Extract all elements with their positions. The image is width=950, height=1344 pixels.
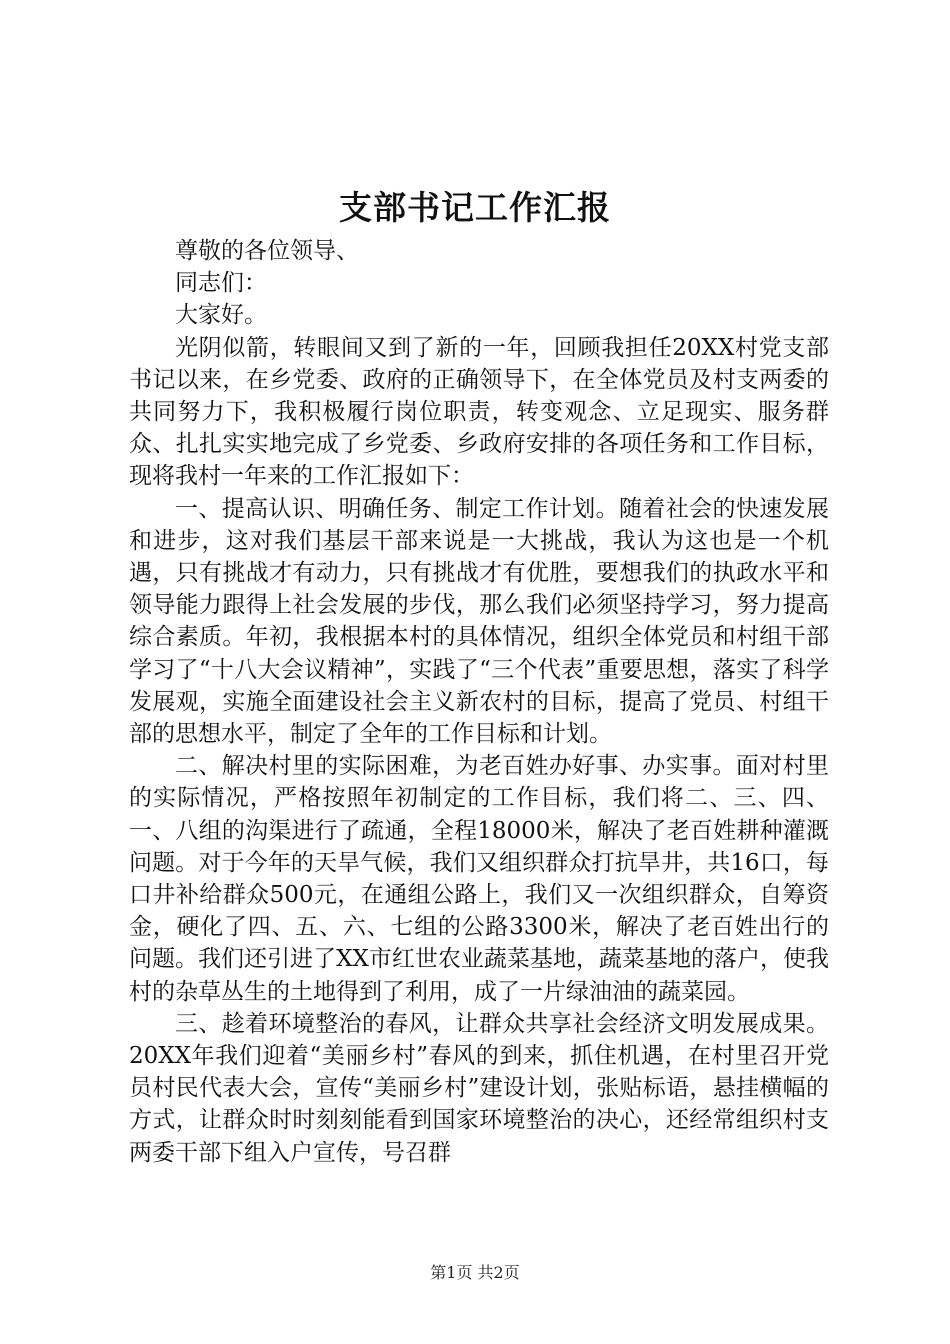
salutation-line: 尊敬的各位领导、 bbox=[175, 238, 359, 264]
section-paragraph: 三、趁着环境整治的春风，让群众共享社会经济文明发展成果。20XX年我们迎着“美丽乡村”春风的到来，抓住机遇，在村里召开党员村民代表大会，宣传“美丽乡村”建设计划，张贴标语，悬挂横幅的方式，让群众时时刻刻能看到国家环境整治的决心，还经常组织村支两委干部下组入户宣传，号召群 bbox=[129, 1010, 829, 1166]
page-number-footer: 第1页 共2页 bbox=[430, 1263, 520, 1282]
section-paragraph: 二、解决村里的实际困难，为老百姓办好事、办实事。面对村里的实际情况，严格按照年初制定的工作目标，我们将二、三、四、一、八组的沟渠进行了疏通，全程18000米，解决了老百姓耕种灌溉问题。对于今年的天旱气候，我们又组织群众打抗旱井，共16口，每口井补给群众500元，在通组公路上，我们又一次组织群众，自筹资金，硬化了四、五、六、七组的公路3300米，解决了老百姓出行的问题。我们还引进了XX市红世农业蔬菜基地，蔬菜基地的落户，使我村的杂草丛生的土地得到了利用，成了一片绿油油的蔬菜园。 bbox=[129, 753, 829, 1005]
intro-paragraph: 光阴似箭，转眼间又到了新的一年，回顾我担任20XX村党支部书记以来，在乡党委、政府的正确领导下，在全体党员及村支两委的共同努力下，我积极履行岗位职责，转变观念、立足现实、服务群众、扎扎实实地完成了乡党委、乡政府安排的各项任务和工作目标，现将我村一年来的工作汇报如下： bbox=[129, 334, 829, 490]
document-title: 支部书记工作汇报 bbox=[339, 188, 611, 227]
salutation-line: 同志们： bbox=[175, 270, 267, 297]
document-body bbox=[129, 235, 829, 1169]
section-paragraph: 一、提高认识、明确任务、制定工作计划。随着社会的快速发展和进步，这对我们基层干部来说是一大挑战，我认为这也是一个机遇，只有挑战才有动力，只有挑战才有优胜，要想我们的执政水平和领导能力跟得上社会发展的步伐，那么我们必须坚持学习，努力提高综合素质。年初，我根据本村的具体情况，组织全体党员和村组干部学习了“十八大会议精神”，实践了“三个代表”重要思想，落实了科学发展观，实施全面建设社会主义新农村的目标，提高了党员、村组干部的思想水平，制定了全年的工作目标和计划。 bbox=[129, 495, 829, 748]
greeting-line: 大家好。 bbox=[175, 302, 267, 329]
